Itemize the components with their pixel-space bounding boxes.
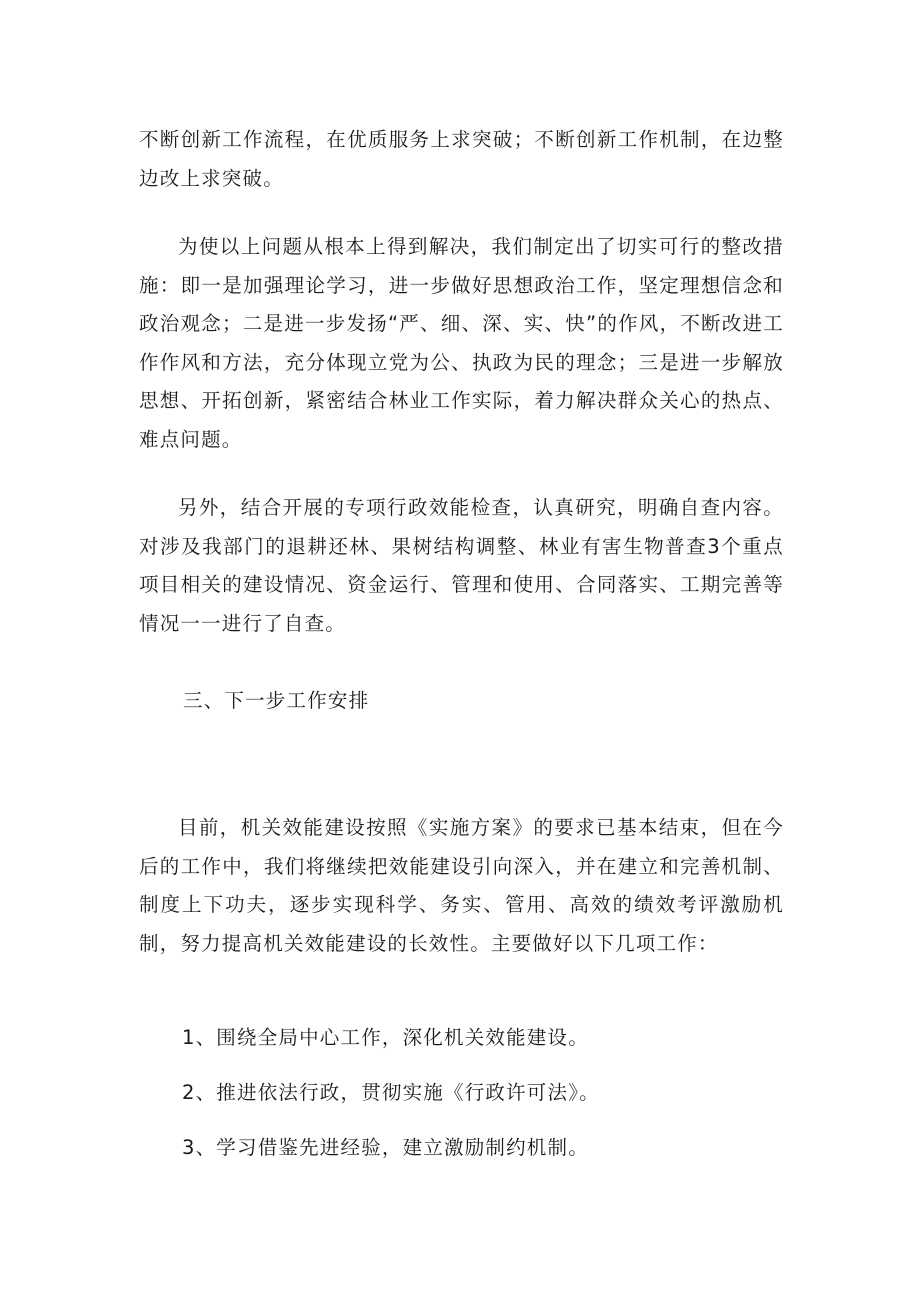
- list-item: 3、学习借鉴先进经验，建立激励制约机制。: [182, 1136, 589, 1159]
- list-item: 1、围绕全局中心工作，深化机关效能建设。: [182, 1026, 589, 1049]
- section-heading-next-steps: 三、下一步工作安排: [183, 689, 370, 712]
- paragraph-work-innovation: 不断创新工作流程，在优质服务上求突破；不断创新工作机制，在边整边改上求突破。: [139, 128, 784, 190]
- paragraph-current-status: 目前，机关效能建设按照《实施方案》的要求已基本结束，但在今后的工作中，我们将继续把效能建设引向深入，并在建立和完善机制、制度上下功夫，逐步实现科学、务实、管用、高效的绩效考评激励机制，努力提高机关效能建设的长效性。主要做好以下几项工作：: [139, 816, 784, 955]
- paragraph-self-inspection: 另外，结合开展的专项行政效能检查，认真研究，明确自查内容。对涉及我部门的退耕还林、果树结构调整、林业有害生物普查3个重点项目相关的建设情况、资金运行、管理和使用、合同落实、工期完善等情况一一进行了自查。: [139, 496, 784, 635]
- list-item: 2、推进依法行政，贯彻实施《行政许可法》。: [182, 1081, 600, 1104]
- paragraph-rectification-measures: 为使以上问题从根本上得到解决，我们制定出了切实可行的整改措施：即一是加强理论学习，进一步做好思想政治工作，坚定理想信念和政治观念；二是进一步发扬“严、细、深、实、快”的作风，不断改进工作作风和方法，充分体现立党为公、执政为民的理念；三是进一步解放思想、开拓创新，紧密结合林业工作实际，着力解决群众关心的热点、难点问题。: [139, 235, 784, 451]
